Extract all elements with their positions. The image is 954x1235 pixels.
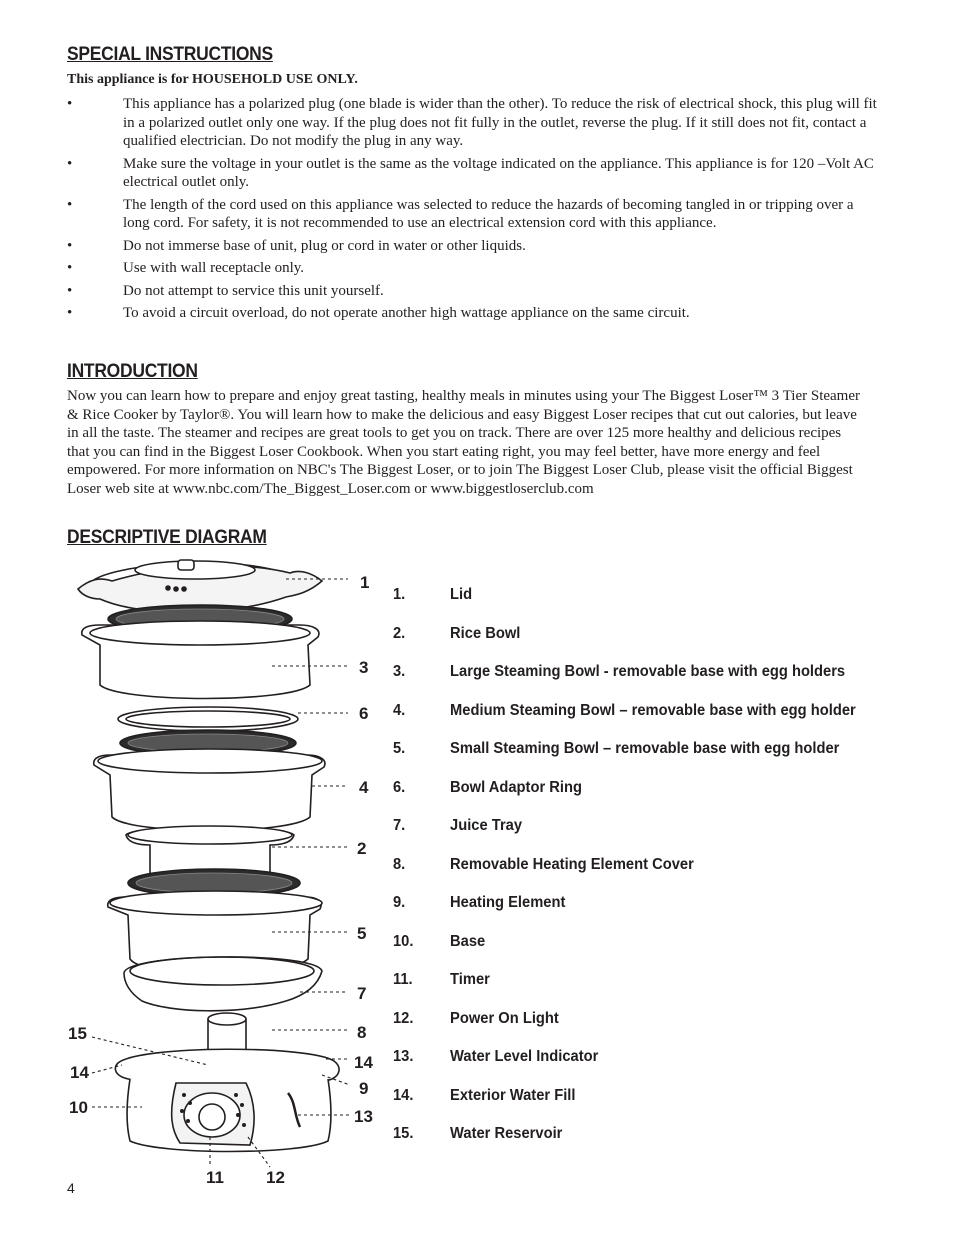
part-label: Medium Steaming Bowl – removable base with egg holder — [450, 701, 856, 719]
part-number: 4. — [393, 701, 406, 719]
callout-15: 15 — [68, 1024, 87, 1043]
callout-5: 5 — [357, 924, 367, 943]
instruction-text: To avoid a circuit overload, do not operate another high wattage appliance on the same circuit. — [123, 305, 690, 321]
list-item — [393, 769, 856, 808]
list-item — [67, 282, 877, 301]
part-label: Exterior Water Fill — [450, 1086, 576, 1104]
part-label: Juice Tray — [450, 817, 523, 835]
list-item — [393, 846, 856, 885]
introduction-paragraph: Now you can learn how to prepare and enjoy great tasting, healthy meals in minutes using your The Biggest Loser™ 3 Tier Steamer & Rice Cooker by Taylor®. You will learn how to make the delicious and easy Biggest Loser recipes that cut out calories, but leave in all the taste. The steamer and recipes are great tools to get you on track. There are over 125 more healthy and delicious recipes that you can find in the Biggest Loser Cookbook. When you start eating right, you may feel better, have more energy and feel empowered. For more information on NBC's The Biggest Loser, or to join The Biggest Loser Club, please visit the official Biggest Loser web site at www.nbc.com/The_Biggest_Loser.com or www.biggestloserclub.com — [67, 388, 861, 497]
part-label: Small Steaming Bowl – removable base with egg holder — [450, 740, 840, 758]
part-number: 7. — [393, 817, 406, 835]
part-label: Large Steaming Bowl - removable base with egg holders — [450, 663, 846, 681]
list-item — [393, 923, 856, 962]
part-label: Removable Heating Element Cover — [450, 855, 694, 873]
callout-14-left: 14 — [70, 1063, 89, 1082]
part-number: 12. — [393, 1009, 414, 1027]
part-number: 10. — [393, 932, 414, 950]
part-number: 8. — [393, 855, 406, 873]
list-item — [67, 155, 877, 192]
part-number: 11. — [393, 971, 413, 989]
part-label: Power On Light — [450, 1009, 559, 1027]
part-number: 15. — [393, 1125, 414, 1143]
list-item — [393, 961, 856, 1000]
list-item — [393, 884, 856, 923]
callout-12: 12 — [266, 1168, 285, 1187]
special-instructions-heading: SPECIAL INSTRUCTIONS — [67, 44, 273, 65]
callout-13: 13 — [354, 1107, 373, 1126]
steamer-exploded-diagram — [60, 555, 385, 1190]
instruction-text: Use with wall receptacle only. — [123, 260, 305, 276]
list-item — [67, 95, 877, 151]
list-item — [393, 1077, 856, 1116]
household-use-note: This appliance is for HOUSEHOLD USE ONLY. — [67, 72, 358, 87]
list-item — [393, 1115, 856, 1154]
bullet-icon: • — [67, 196, 73, 213]
part-label: Bowl Adaptor Ring — [450, 778, 582, 796]
part-label: Base — [450, 932, 486, 950]
callout-3: 3 — [359, 658, 369, 677]
juice-tray-illustration — [124, 957, 322, 1011]
part-label: Water Level Indicator — [450, 1048, 599, 1066]
callout-10: 10 — [69, 1098, 88, 1117]
part-label: Rice Bowl — [450, 624, 521, 642]
callout-2: 2 — [357, 839, 367, 858]
bullet-icon: • — [67, 282, 73, 299]
list-item — [393, 1038, 856, 1077]
callout-6: 6 — [359, 704, 369, 723]
instruction-text: Do not immerse base of unit, plug or cord in water or other liquids. — [123, 237, 526, 254]
part-label: Heating Element — [450, 894, 566, 912]
callout-7: 7 — [357, 984, 367, 1003]
callout-1: 1 — [360, 573, 370, 592]
bullet-icon: • — [67, 237, 73, 254]
part-number: 6. — [393, 778, 406, 796]
list-item — [393, 653, 856, 692]
list-item — [393, 1000, 856, 1039]
callout-11: 11 — [206, 1168, 224, 1187]
list-item — [393, 807, 856, 846]
introduction-heading: INTRODUCTION — [67, 361, 198, 382]
large-steaming-bowl-illustration — [82, 605, 319, 699]
page-number: 4 — [67, 1180, 75, 1196]
list-item — [393, 692, 856, 731]
callout-4: 4 — [359, 778, 369, 797]
part-number: 13. — [393, 1048, 414, 1066]
callout-8: 8 — [357, 1023, 367, 1042]
part-number: 5. — [393, 740, 406, 758]
bullet-icon: • — [67, 260, 73, 276]
part-label: Timer — [450, 971, 490, 989]
part-label: Water Reservoir — [450, 1125, 563, 1143]
part-number: 3. — [393, 663, 406, 681]
descriptive-diagram-heading: DESCRIPTIVE DIAGRAM — [67, 527, 267, 548]
part-number: 1. — [393, 586, 406, 604]
medium-steaming-bowl-illustration — [94, 730, 325, 831]
list-item — [67, 237, 877, 256]
parts-legend-list — [393, 576, 896, 1154]
base-illustration — [115, 1049, 339, 1151]
bullet-icon: • — [67, 305, 73, 321]
list-item — [67, 259, 877, 278]
bullet-icon: • — [67, 155, 73, 172]
part-number: 2. — [393, 624, 406, 642]
part-number: 9. — [393, 894, 406, 912]
instruction-text: Make sure the voltage in your outlet is the same as the voltage indicated on the appliance. This appliance is for 120 –Volt AC electrical outlet only. — [123, 155, 874, 190]
bullet-icon: • — [67, 96, 73, 112]
callout-14-right: 14 — [354, 1053, 373, 1072]
list-item — [393, 730, 856, 769]
instruction-text: Do not attempt to service this unit yourself. — [123, 282, 384, 299]
list-item — [67, 196, 877, 233]
instruction-text: This appliance has a polarized plug (one blade is wider than the other). To reduce the risk of electrical shock, this plug will fit in a polarized outlet only one way. If the plug does not fit fully in the outlet, reverse the plug. If it still does not fit, contact a qualified electrician. Do not modify the plug in any way. — [123, 96, 877, 149]
safety-instruction-list — [67, 95, 877, 327]
callout-9: 9 — [359, 1079, 369, 1098]
part-label: Lid — [450, 586, 473, 604]
instruction-text: The length of the cord used on this appliance was selected to reduce the hazards of becoming tangled in or tripping over a long cord. For safety, it is not recommended to use an electrical extension cord with this appliance. — [123, 196, 854, 231]
list-item — [67, 304, 877, 323]
list-item — [393, 615, 856, 654]
part-number: 14. — [393, 1086, 414, 1104]
list-item — [393, 576, 856, 615]
